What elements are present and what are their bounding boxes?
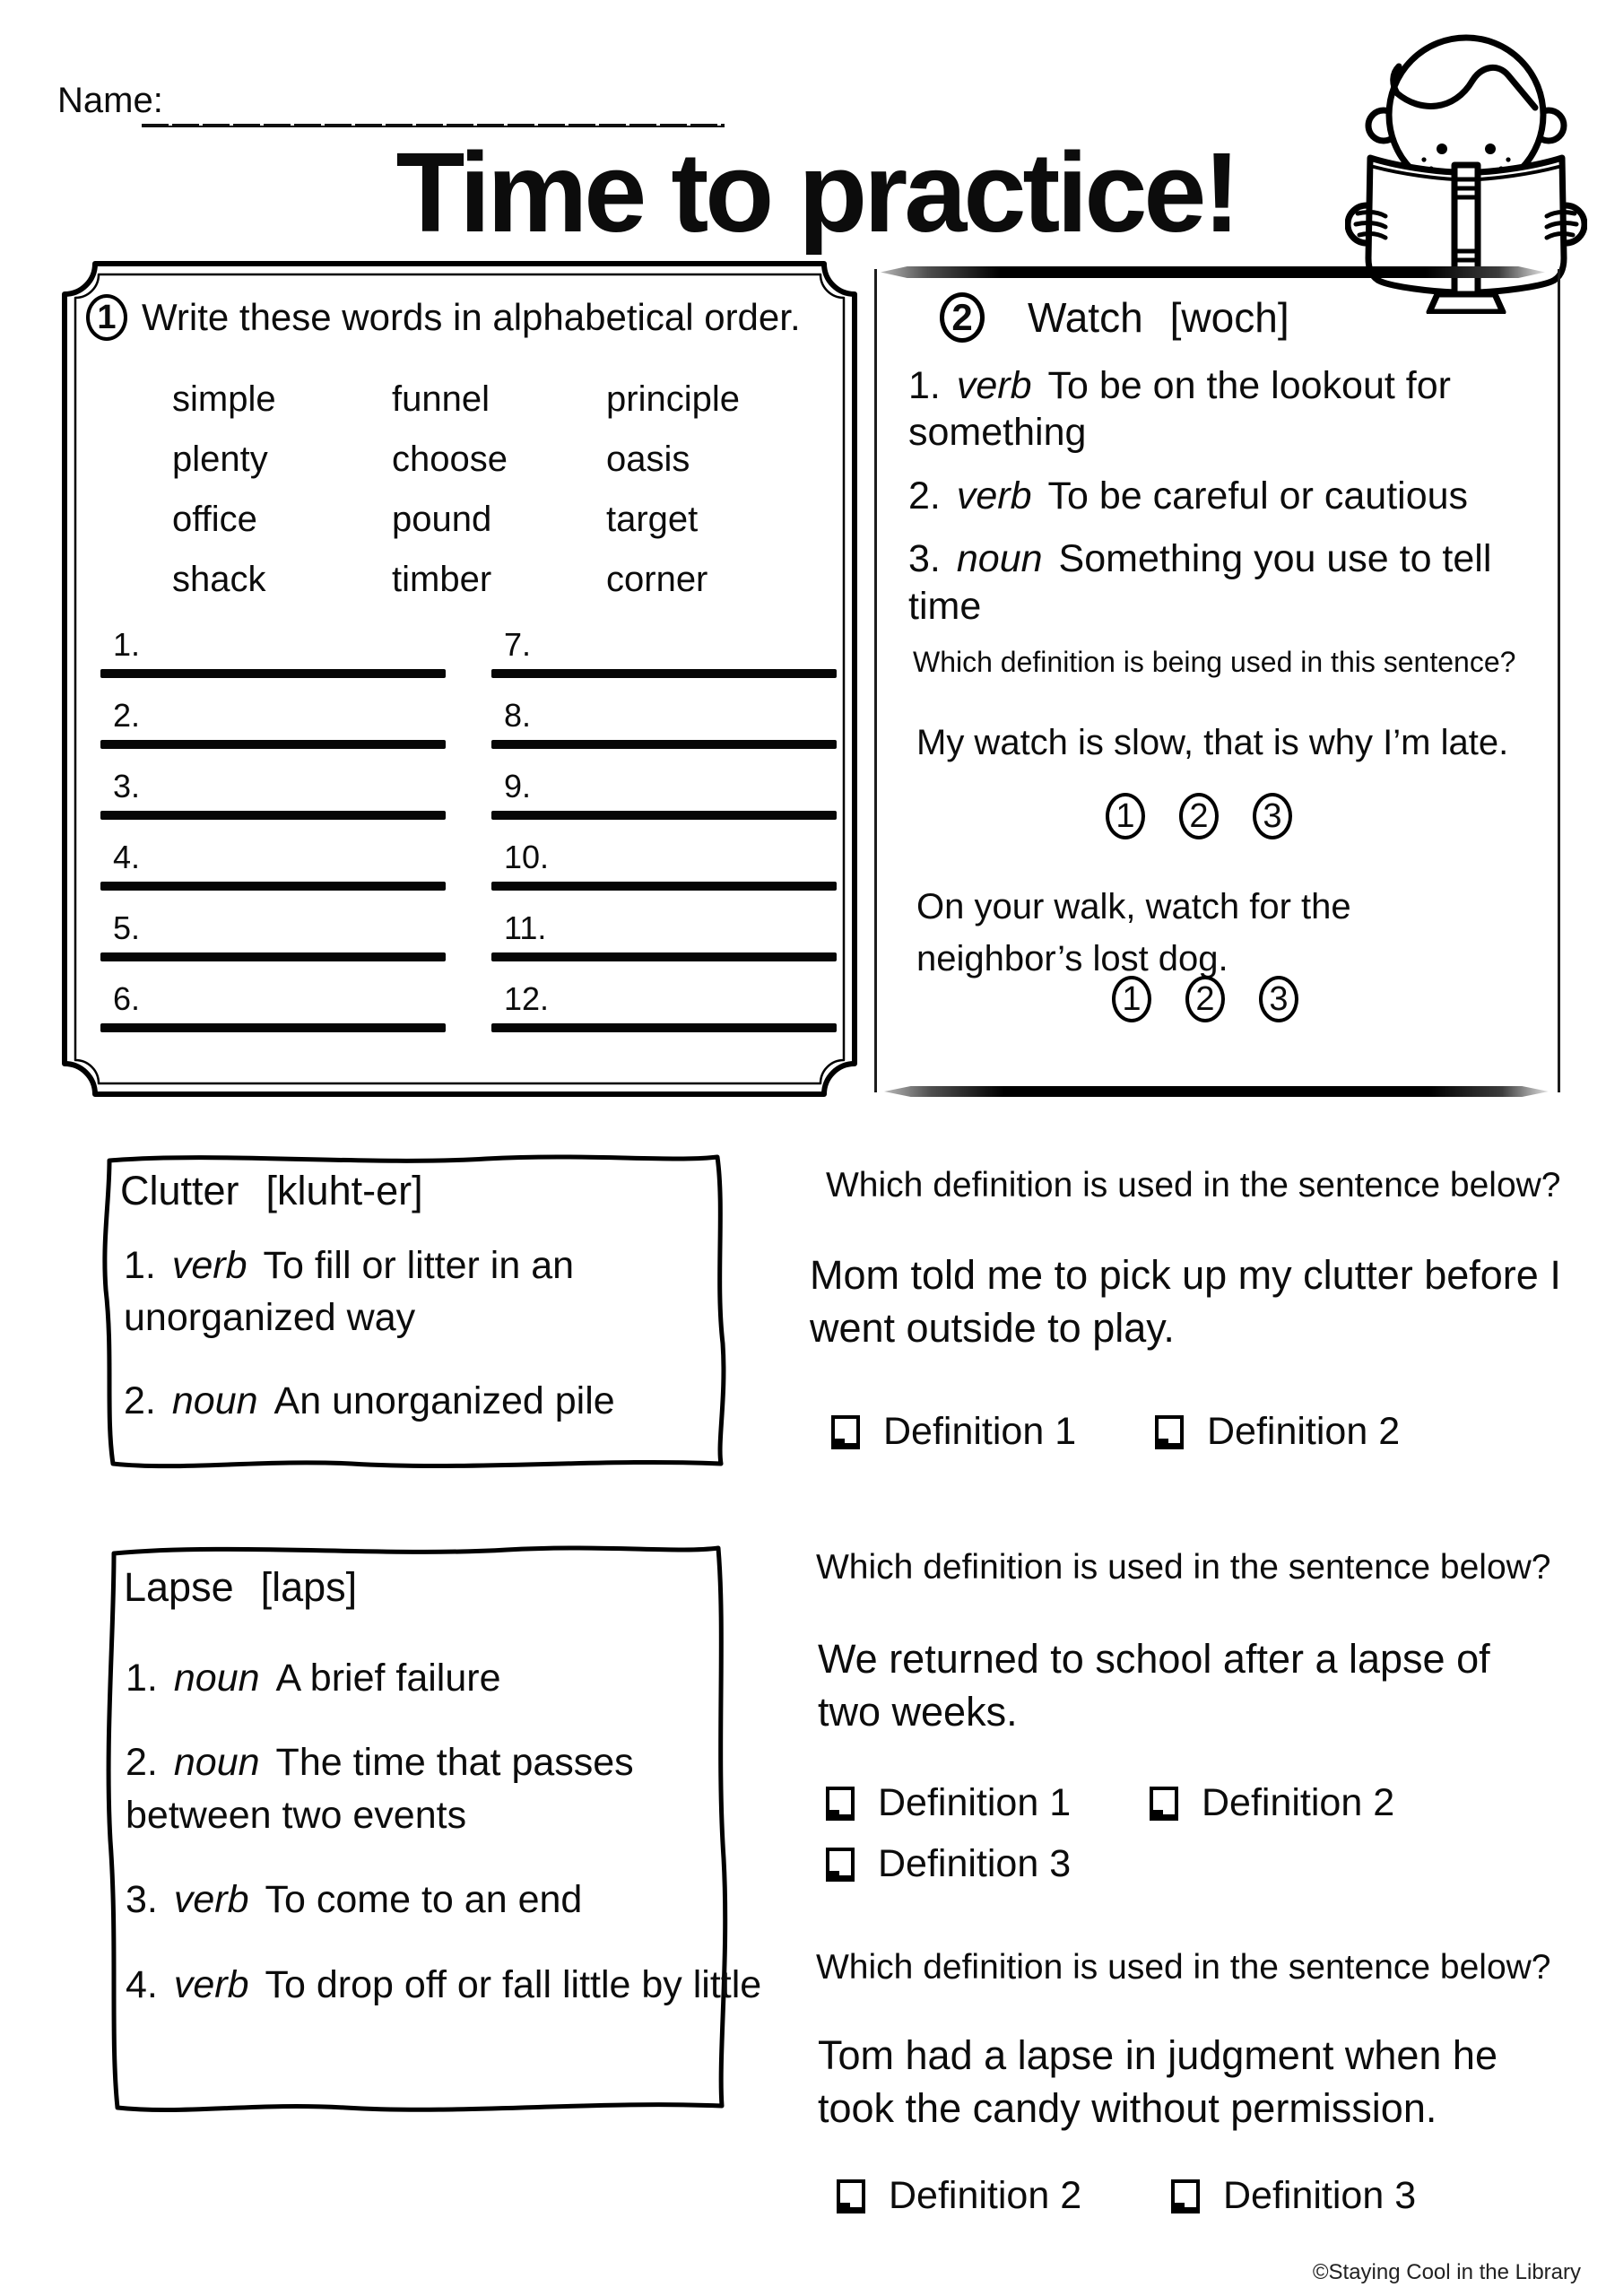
lapse-dictionary-card (85, 1535, 762, 2126)
example-sentence: Tom had a lapse in judgment when he took the candy without permission. (818, 2032, 1497, 2132)
definition-option (1155, 1410, 1400, 1454)
answer-blanks-right (491, 626, 837, 1051)
definition-number: 1. (908, 364, 941, 407)
write-line[interactable] (100, 740, 446, 749)
definition-option (826, 1781, 1071, 1825)
blank-number: 1. (113, 626, 141, 663)
blank-row (100, 697, 446, 768)
checkbox-label: Definition 3 (878, 1842, 1072, 1885)
word-item: timber (392, 560, 492, 599)
blank-number: 6. (113, 980, 141, 1017)
write-line[interactable] (100, 952, 446, 961)
page-title: Time to practice! (395, 129, 1237, 256)
blank-row (100, 980, 446, 1051)
definition-text: To be on the lookout for something (908, 364, 1451, 455)
section-number-badge: 2 (940, 292, 985, 343)
pronunciation: [woch] (1169, 294, 1289, 341)
blank-row (100, 839, 446, 909)
checkbox[interactable] (826, 1787, 855, 1821)
definition-text: Something you use to tell time (908, 537, 1492, 628)
question-text: Which definition is used in the sentence below? (826, 1166, 1561, 1205)
part-of-speech: verb (956, 364, 1032, 407)
answer-choice-row (1112, 976, 1298, 1022)
definition-item (908, 362, 1541, 457)
definition-number: 2. (126, 1741, 158, 1785)
word-item: simple (172, 379, 276, 419)
definition-list (908, 362, 1541, 646)
write-line[interactable] (100, 882, 446, 891)
write-line[interactable] (491, 811, 837, 820)
definition-number: 3. (126, 1878, 158, 1922)
definition-option (1171, 2174, 1416, 2218)
part-of-speech: verb (956, 474, 1032, 517)
definition-text: A brief failure (275, 1657, 501, 1700)
write-line[interactable] (100, 1023, 446, 1032)
blank-number: 3. (113, 768, 141, 804)
section-heading: Write these words in alphabetical order. (142, 296, 801, 338)
definition-item (126, 1736, 780, 1841)
blank-row (491, 626, 837, 697)
blank-row (100, 909, 446, 980)
choice-3-button[interactable]: 3 (1253, 793, 1292, 839)
choice-3-button[interactable]: 3 (1259, 976, 1298, 1022)
example-sentence: We returned to school after a lapse of two weeks. (818, 1636, 1490, 1735)
word-list-column (172, 370, 276, 610)
blank-number: 7. (504, 626, 532, 663)
clutter-dictionary-card (82, 1146, 743, 1480)
word-item: funnel (392, 379, 490, 419)
credit-line: ©Staying Cool in the Library (1312, 2260, 1581, 2284)
question-text: Which definition is used in the sentence below? (816, 1948, 1551, 1987)
answer-choice-row (1106, 793, 1292, 839)
checkbox[interactable] (1171, 2179, 1200, 2213)
word-item: pound (392, 500, 492, 539)
definition-text: To be careful or cautious (1047, 474, 1469, 517)
definition-number: 2. (908, 474, 941, 517)
word-list-column (392, 370, 508, 610)
definition-item (126, 1959, 780, 2011)
definition-list (124, 1239, 720, 1457)
definition-option (826, 1842, 1071, 1886)
alphabetical-order-section (61, 260, 858, 1098)
checkbox-label: Definition 2 (889, 2174, 1082, 2217)
checkbox-label: Definition 2 (1207, 1410, 1401, 1453)
checkbox[interactable] (837, 2179, 865, 2213)
definition-option (1150, 1781, 1394, 1825)
write-line[interactable] (100, 669, 446, 678)
blank-row (100, 768, 446, 839)
definition-text: To come to an end (265, 1878, 583, 1922)
example-sentence: My watch is slow, that is why I’m late. (916, 723, 1509, 762)
part-of-speech: noun (171, 1378, 258, 1422)
definition-item (908, 535, 1541, 630)
blank-number: 12. (504, 980, 550, 1017)
part-of-speech: noun (173, 1741, 260, 1785)
definition-number: 3. (908, 537, 941, 581)
entry-word: Clutter [kluht-er] (120, 1168, 423, 1213)
blank-row (491, 839, 837, 909)
write-line[interactable] (491, 882, 837, 891)
definition-number: 2. (124, 1378, 156, 1422)
word-item: plenty (172, 439, 268, 479)
part-of-speech: verb (173, 1878, 249, 1922)
blank-row (491, 980, 837, 1051)
name-label: Name: (57, 81, 163, 120)
checkbox[interactable] (831, 1415, 860, 1449)
answer-blanks-left (100, 626, 446, 1051)
box-top-rule (881, 266, 1545, 278)
checkbox[interactable] (1155, 1415, 1184, 1449)
definition-number: 1. (124, 1244, 156, 1287)
definition-text: To fill or litter in an unorganized way (124, 1244, 575, 1340)
blank-number: 5. (113, 909, 141, 946)
part-of-speech: noun (173, 1657, 260, 1700)
definition-item (126, 1652, 780, 1704)
word-item: choose (392, 439, 508, 479)
choice-2-button[interactable]: 2 (1179, 793, 1219, 839)
checkbox-label: Definition 2 (1202, 1781, 1395, 1824)
entry-word: Watch [woch] (1028, 294, 1289, 341)
blank-number: 2. (113, 697, 141, 734)
entry-word: Lapse [laps] (124, 1564, 358, 1610)
definition-option (837, 2174, 1081, 2218)
choice-1-button[interactable]: 1 (1106, 793, 1145, 839)
word-item: shack (172, 560, 266, 599)
choice-1-button[interactable]: 1 (1112, 976, 1151, 1022)
part-of-speech: verb (173, 1962, 249, 2006)
definition-item (908, 473, 1541, 519)
blank-number: 4. (113, 839, 141, 875)
word-item: target (606, 500, 699, 539)
example-sentence: Mom told me to pick up my clutter before I went outside to play. (810, 1252, 1561, 1352)
write-line[interactable] (100, 811, 446, 820)
blank-row (491, 768, 837, 839)
checkbox-label: Definition 1 (883, 1410, 1077, 1453)
definition-text: The time that passes between two events (126, 1741, 634, 1837)
definition-item (126, 1874, 780, 1926)
watch-section (874, 269, 1560, 1092)
write-line[interactable] (491, 669, 837, 678)
part-of-speech: noun (956, 537, 1043, 581)
definition-list (126, 1652, 780, 2043)
example-sentence: On your walk, watch for the neighbor’s lost dog. (916, 887, 1351, 978)
section-number-badge: 1 (86, 294, 127, 341)
checkbox-label: Definition 1 (878, 1781, 1072, 1824)
checkbox[interactable] (1150, 1787, 1178, 1821)
part-of-speech: verb (171, 1244, 247, 1287)
word-list-column (606, 370, 740, 610)
checkbox-label: Definition 3 (1223, 2174, 1417, 2217)
question-text: Which definition is being used in this sentence? (913, 646, 1516, 678)
box-bottom-rule (884, 1086, 1549, 1097)
definition-number: 1. (126, 1657, 158, 1700)
checkbox[interactable] (826, 1848, 855, 1882)
definition-number: 4. (126, 1962, 158, 2006)
word-item: corner (606, 560, 708, 599)
pronunciation: [laps] (260, 1564, 358, 1610)
word-item: office (172, 500, 257, 539)
definition-item (124, 1239, 720, 1344)
word-item: oasis (606, 439, 690, 479)
write-line[interactable] (491, 952, 837, 961)
definition-text: An unorganized pile (273, 1378, 615, 1422)
choice-2-button[interactable]: 2 (1185, 976, 1225, 1022)
blank-number: 11. (504, 909, 547, 946)
blank-number: 10. (504, 839, 550, 875)
word-item: principle (606, 379, 740, 419)
definition-item (124, 1375, 720, 1427)
write-line[interactable] (491, 1023, 837, 1032)
definition-text: To drop off or fall little by little (265, 1962, 762, 2006)
question-text: Which definition is used in the sentence below? (816, 1548, 1551, 1587)
pronunciation: [kluht-er] (265, 1168, 423, 1213)
blank-row (491, 909, 837, 980)
write-line[interactable] (491, 740, 837, 749)
definition-option (831, 1410, 1076, 1454)
blank-row (100, 626, 446, 697)
blank-row (491, 697, 837, 768)
blank-number: 9. (504, 768, 532, 804)
blank-number: 8. (504, 697, 532, 734)
